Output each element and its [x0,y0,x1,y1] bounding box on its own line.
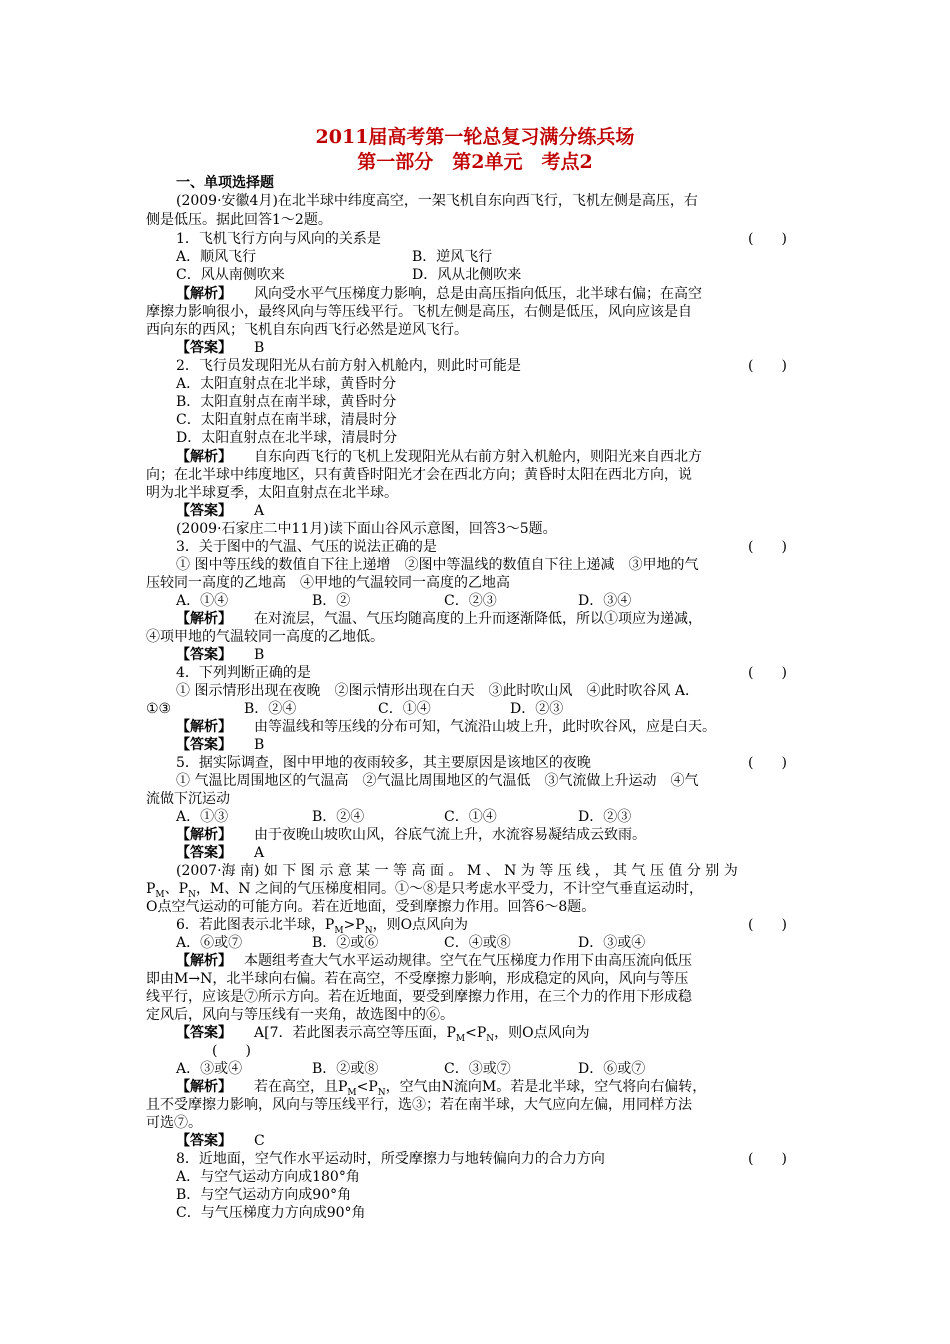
analysis-text: 摩擦力影响很小，最终风向与等压线平行。飞机左侧是高压，右侧是低压，风向应该是自 [146,304,692,320]
question-stem: 5．据实际调查，图中甲地的夜雨较多，其主要原因是该地区的夜晚 [176,755,591,771]
answer-blank: ( ) [748,539,787,555]
option: D．②③ [510,701,564,717]
analysis-text: ④项甲地的气温较同一高度的乙地低。 [146,629,384,645]
option: B．逆风飞行 [412,249,493,265]
symbol: >P [343,917,365,933]
question-stem: 8．近地面，空气作水平运动时，所受摩擦力与地转偏向力的合力方向 [176,1151,605,1167]
answer-line [176,339,838,357]
option: A．太阳直射点在北半球，黄昏时分 [176,376,397,392]
statement-text: ① 图中等压线的数值自下往上递增 ②图中等温线的数值自下往上递减 ③甲地的气 [176,557,699,573]
question-stem: 3．关于图中的气温、气压的说法正确的是 [176,539,437,555]
answer-blank: ( ) [748,358,787,374]
analysis-label: 【解析】 [176,449,232,465]
answer-value: C [254,1133,265,1149]
answer-label: 【答案】 [176,1025,232,1041]
subscript: N [486,1033,495,1044]
analysis-label: 【解析】 [176,611,232,627]
answer-label: 【答案】 [176,647,232,663]
question-stem: 2．飞行员发现阳光从右前方射入机舱内，则此时可能是 [176,358,521,374]
option: B．② [312,593,351,609]
answer-value: A [254,503,265,519]
subscript: N [364,925,373,936]
section-heading: 一、单项选择题 [176,175,274,191]
answer-blank: ( ) [748,755,787,771]
subscript: N [377,1087,386,1098]
answer-blank: ( ) [748,665,787,681]
option: ①③ [146,701,172,717]
option: D．太阳直射点在北半球，清晨时分 [176,430,398,446]
analysis-text: 若在高空，且P [254,1079,348,1095]
subscript: M [334,925,344,936]
question-text: ，则O点风向为 [494,1025,590,1041]
analysis-text: 明为北半球夏季，太阳直射点在北半球。 [146,485,398,501]
answer-label: 【答案】 [176,845,232,861]
option: C．③或⑦ [444,1061,511,1077]
analysis-text: 本题组考查大气水平运动规律。空气在气压梯度力作用下由高压流向低压 [244,953,692,969]
intro-text: (2009·安徽4月)在北半球中纬度高空，一架飞机自东向西飞行，飞机左侧是高压，右 [176,193,698,209]
analysis-line [176,826,838,844]
option: C．②③ [444,593,497,609]
option: B．②④ [244,701,297,717]
statement-text: 流做下沉运动 [146,791,230,807]
doc-title: 2011届高考第一轮总复习满分练兵场 [315,126,635,148]
answer-label: 【答案】 [176,340,232,356]
analysis-text: 定风后，风向与等压线有一夹角，故选图中的⑥。 [146,1007,454,1023]
option: D．③或④ [578,935,646,951]
analysis-line [176,610,838,628]
option: C．①④ [444,809,497,825]
analysis-line [176,448,838,466]
analysis-label: 【解析】 [176,827,232,843]
analysis-label: 【解析】 [176,286,232,302]
option: D．③④ [578,593,632,609]
answer-line [176,502,838,520]
analysis-label: 【解析】 [176,719,232,735]
subscript: N [188,889,196,900]
doc-subtitle: 第一部分 第2单元 考点2 [357,151,593,173]
intro-text-span: ，M、N 之间的气压梯度相同。①～⑧是只考虑水平受力，不计空气垂直运动时， [195,881,703,897]
answer-line [176,646,838,664]
option: C．太阳直射点在南半球，清晨时分 [176,412,397,428]
option: C．④或⑧ [444,935,511,951]
answer-label: 【答案】 [176,1133,232,1149]
answer-blank: ( ) [748,1151,787,1167]
answer-label: 【答案】 [176,737,232,753]
intro-text: 侧是低压。据此回答1～2题。 [146,212,332,228]
option: C．①④ [378,701,431,717]
intro-text: O点空气运动的可能方向。若在近地面，受到摩擦力作用。回答6～8题。 [146,899,596,915]
option: D．风从北侧吹来 [412,267,522,283]
option: A．①③ [176,809,229,825]
answer-value: B [254,737,265,753]
statement-text: ① 气温比周围地区的气温高 ②气温比周围地区的气温低 ③气流做上升运动 ④气 [176,773,699,789]
analysis-text: 风向受水平气压梯度力影响，总是由高压指向低压，北半球右偏；在高空 [254,286,702,302]
analysis-text: 由等温线和等压线的分布可知，气流沿山坡上升，此时吹谷风，应是白天。 [254,719,716,735]
subscript: M [347,1087,357,1098]
answer-line [176,1024,838,1048]
symbol: P [146,881,156,897]
analysis-text: ，空气由N流向M。若是北半球，空气将向右偏转， [385,1079,707,1095]
analysis-text: 由于夜晚山坡吹山风，谷底气流上升，水流容易凝结成云致雨。 [254,827,646,843]
analysis-text: 可选⑦。 [146,1115,202,1131]
answer-value: B [254,340,265,356]
option: A．③或④ [176,1061,243,1077]
answer-value: B [254,647,265,663]
answer-value: A[7．若此图表示高空等压面，P [254,1025,456,1041]
option: B．太阳直射点在南半球，黄昏时分 [176,394,397,410]
analysis-label: 【解析】 [176,1079,232,1095]
option: B．与空气运动方向成90°角 [176,1187,352,1203]
question-text: ，则O点风向为 [372,917,469,933]
option: A．⑥或⑦ [176,935,243,951]
answer-line [176,736,838,754]
answer-line [176,1132,838,1150]
subscript: M [455,1033,466,1044]
question-text: 6．若此图表示北半球，P [176,917,335,933]
answer-blank: ( ) [212,1043,251,1059]
answer-line [176,844,838,862]
question-stem: 1．飞机飞行方向与风向的关系是 [176,231,381,247]
statement-text: ① 图示情形出现在夜晚 ②图示情形出现在白天 ③此时吹山风 ④此时吹谷风 A． [176,683,700,699]
analysis-line [176,952,838,970]
analysis-line [176,285,838,303]
symbol: 、P [164,881,189,897]
answer-label: 【答案】 [176,503,232,519]
symbol: <P [465,1025,487,1041]
statement-text: 压较同一高度的乙地高 ④甲地的气温较同一高度的乙地高 [146,575,510,591]
analysis-text: 在对流层，气温、气压均随高度的上升而逐渐降低，所以①项应为递减， [254,611,702,627]
option: B．②或⑥ [312,935,379,951]
analysis-line [176,718,838,736]
analysis-text: 西向东的西风；飞机自东向西飞行必然是逆风飞行。 [146,322,468,338]
option: D．②③ [578,809,632,825]
answer-value: A [254,845,265,861]
intro-text: (2009·石家庄二中11月)读下面山谷风示意图，回答3～5题。 [176,521,557,537]
option: A．与空气运动方向成180°角 [176,1169,360,1185]
option: C．风从南侧吹来 [176,267,285,283]
analysis-label: 【解析】 [176,953,232,969]
option: B．②④ [312,809,365,825]
answer-blank: ( ) [748,917,787,933]
analysis-text: 向；在北半球中纬度地区，只有黄昏时阳光才会在西北方向；黄昏时太阳在西北方向，说 [146,467,692,483]
analysis-text: 即由M→N，北半球向右偏。若在高空，不受摩擦力影响，形成稳定的风向，风向与等压 [146,971,689,987]
option: A．顺风飞行 [176,249,257,265]
option: B．②或⑧ [312,1061,379,1077]
answer-blank: ( ) [748,231,787,247]
option: A．①④ [176,593,229,609]
option: C．与气压梯度力方向成90°角 [176,1205,366,1221]
analysis-text: 且不受摩擦力影响，风向与等压线平行，选③；若在南半球，大气应向左偏，用同样方法 [146,1097,692,1113]
question-stem: 4．下列判断正确的是 [176,665,311,681]
option: D．⑥或⑦ [578,1061,646,1077]
intro-text: (2007·海 南) 如 下 图 示 意 某 一 等 高 面 。 M 、 N 为 等 压 线 ， 其 气 压 值 分 别 为 [176,863,738,879]
analysis-text: 线平行，应该是⑦所示方向。若在近地面，要受到摩擦力作用，在三个力的作用下形成稳 [146,989,692,1005]
symbol: <P [356,1079,378,1095]
subscript: M [155,889,165,900]
analysis-text: 自东向西飞行的飞机上发现阳光从右前方射入机舱内，则阳光来自西北方 [254,449,702,465]
